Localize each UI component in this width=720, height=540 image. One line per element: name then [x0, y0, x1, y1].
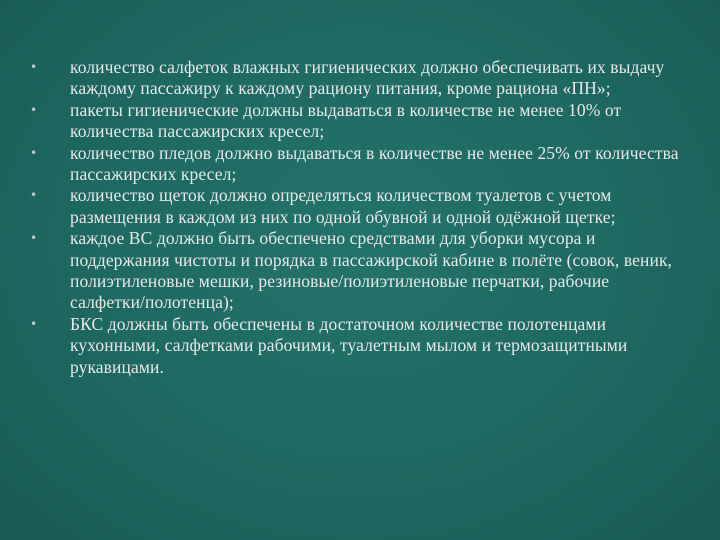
bullet-icon: • — [30, 102, 38, 117]
list-item — [28, 100, 688, 143]
list-item — [28, 143, 688, 186]
list-item — [28, 185, 688, 228]
bullet-icon: • — [30, 188, 38, 203]
bullet-text: количество салфеток влажных гигиенических должно обеспечивать их выдачу каждому пассажиру к каждому рациону питания, кроме рациона «ПН»; — [70, 57, 665, 99]
bullet-icon: • — [30, 60, 38, 74]
bullet-text: пакеты гигиенические должны выдаваться в количестве не менее 10% от количества пассажирских кресел; — [70, 99, 622, 142]
bullet-text: количество пледов должно выдаваться в количестве не менее 25% от количества пассажирских кресел; — [70, 142, 679, 185]
list-item — [28, 228, 688, 314]
bullet-text: БКС должны быть обеспечены в достаточном количестве полотенцами кухонными, салфетками рабочими, туалетным мылом и термозащитными рукавицами. — [70, 313, 628, 377]
bullet-text: количество щеток должно определяться количеством туалетов с учетом размещения в каждом из них по одной обувной и одной одёжной щетке; — [70, 185, 616, 227]
list-item — [28, 314, 688, 378]
bullet-icon: • — [30, 231, 38, 246]
bullet-list — [28, 57, 688, 378]
bullet-icon: • — [30, 316, 38, 331]
list-item — [28, 57, 688, 100]
bullet-text: каждое ВС должно быть обеспечено средствами для уборки мусора и поддержания чистоты и порядка в пассажирской кабине в полёте (совок, веник, полиэтиленовые мешки, резиновые/полиэтиленовые перчатки, рабочие салфетки/полотенца); — [70, 228, 673, 313]
bullet-icon: • — [30, 145, 38, 160]
